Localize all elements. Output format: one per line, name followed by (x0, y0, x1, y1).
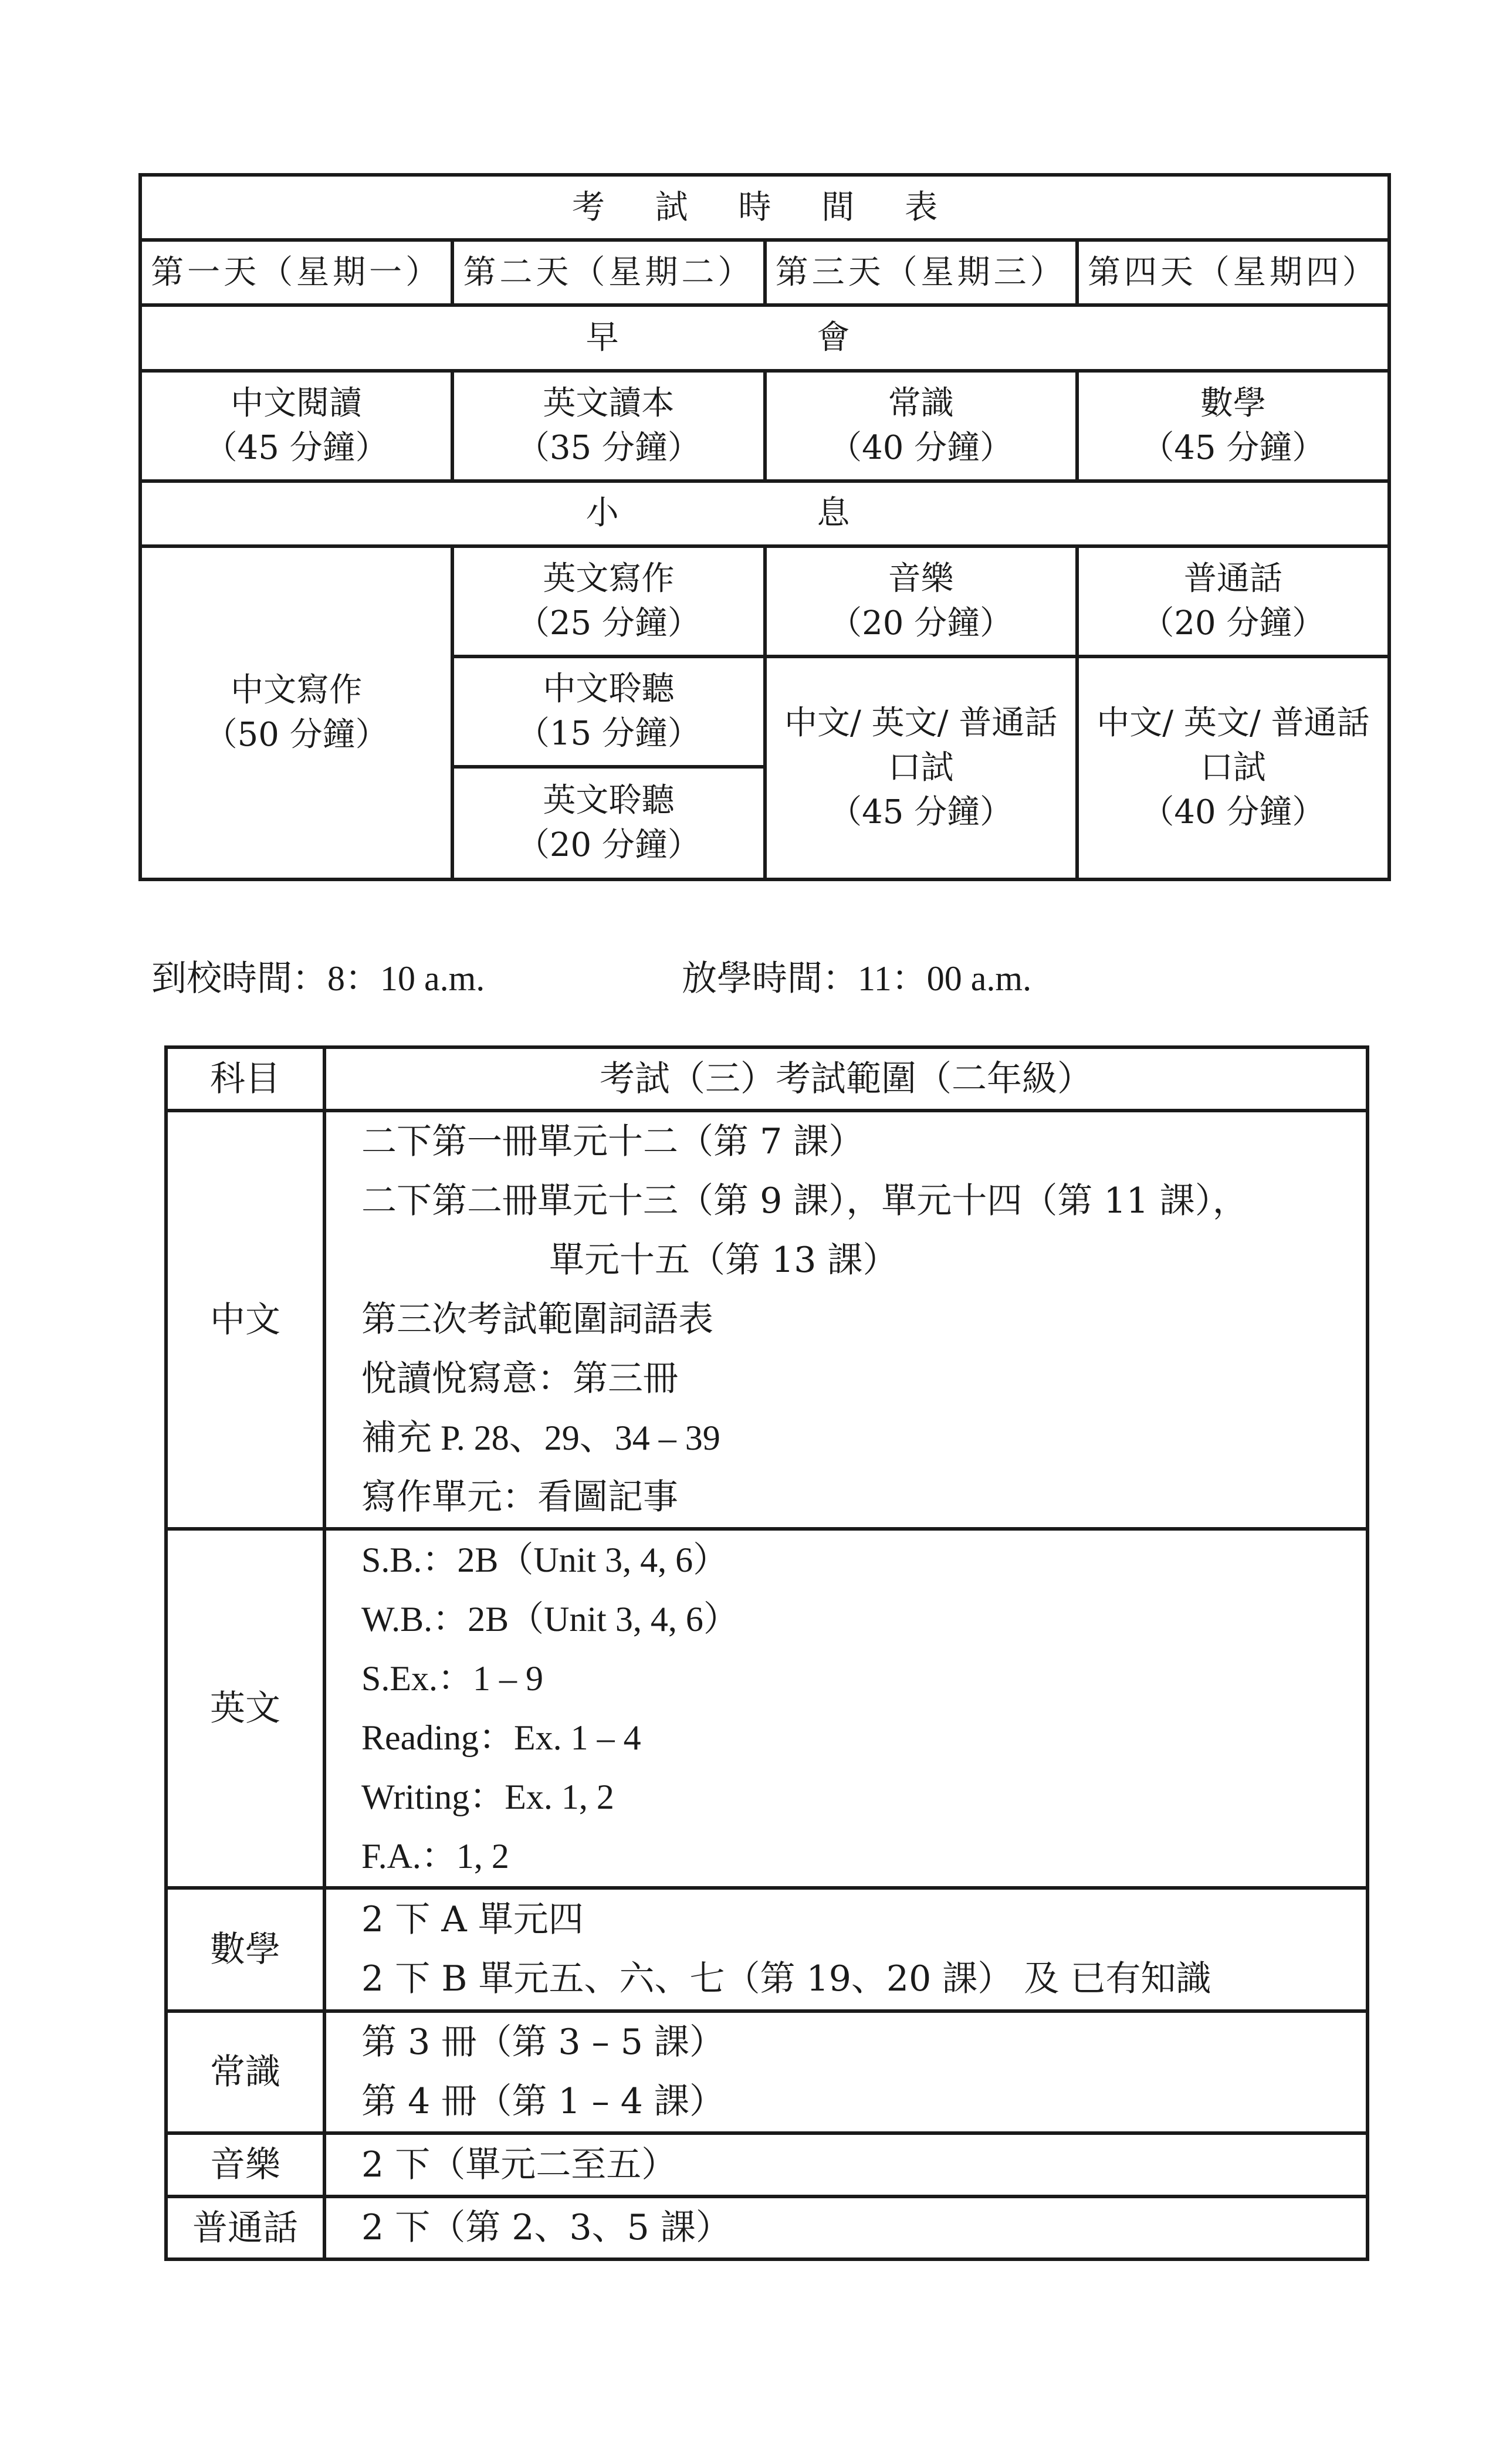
scope-line: 第 4 冊（第 1 – 4 課） (361, 2081, 725, 2122)
day-4-putonghua (1077, 546, 1389, 656)
exam-name: 英文聆聽 (543, 781, 675, 820)
exam-name: 中文閱讀 (231, 384, 363, 422)
subject-english: 英文 (166, 1529, 324, 1888)
break-row: 小 息 (140, 481, 1389, 546)
scope-line: 補充 P. 28、29、34 – 39 (361, 1419, 720, 1457)
subject-math: 數學 (166, 1888, 324, 2011)
day-3-music (765, 546, 1077, 656)
day-2-english-writing (452, 546, 764, 656)
day-3-session-1 (765, 371, 1077, 481)
putonghua-scope (324, 2196, 1368, 2259)
exam-name: 中文/ 英文/ 普通話 (784, 703, 1058, 742)
chinese-scope (324, 1111, 1368, 1529)
exam-duration: （25 分鐘） (516, 604, 700, 642)
scope-line: S.B.：2B（Unit 3, 4, 6） (361, 1541, 729, 1579)
scope-line: 二下第一冊單元十二（第 7 課） (361, 1121, 864, 1162)
day-2-chinese-listening (452, 656, 764, 767)
exam-name: 普通話 (1183, 559, 1282, 598)
scope-line: 寫作單元：看圖記事 (361, 1477, 678, 1518)
day-2-header: 第二天（星期二） (452, 240, 764, 305)
day-1-session-2 (140, 546, 452, 879)
timetable-title: 考 試 時 間 表 (140, 175, 1389, 240)
exam-duration: （15 分鐘） (516, 714, 700, 753)
scope-line: 第三次考試範圍詞語表 (361, 1299, 713, 1340)
exam-name: 中文聆聽 (543, 669, 675, 708)
exam-duration: （20 分鐘） (1141, 604, 1325, 642)
subject-general-studies: 常識 (166, 2011, 324, 2133)
exam-name: 音樂 (888, 559, 954, 598)
scope-line: 2 下 A 單元四 (361, 1899, 584, 1940)
exam-duration: （40 分鐘） (829, 428, 1013, 467)
exam-duration: （50 分鐘） (204, 715, 388, 754)
exam-sub: 口試 (888, 748, 954, 787)
exam-name: 中文/ 英文/ 普通話 (1096, 703, 1370, 742)
exam-timetable (138, 173, 1391, 881)
arrival-time: 到校時間：8：10 a.m. (151, 959, 485, 998)
header-scope: 考試（三）考試範圍（二年級） (324, 1047, 1368, 1111)
day-2-session-1 (452, 371, 764, 481)
dismissal-time: 放學時間：11：00 a.m. (682, 959, 1032, 998)
exam-duration: （45 分鐘） (829, 793, 1013, 831)
day-4-session-1 (1077, 371, 1389, 481)
day-3-header: 第三天（星期三） (765, 240, 1077, 305)
scope-line: Reading：Ex. 1 – 4 (361, 1718, 641, 1757)
day-4-header: 第四天（星期四） (1077, 240, 1389, 305)
exam-name: 英文讀本 (543, 384, 675, 422)
math-scope (324, 1888, 1368, 2011)
music-scope (324, 2133, 1368, 2196)
day-3-oral-exam (765, 656, 1077, 879)
subject-putonghua: 普通話 (166, 2196, 324, 2259)
exam-duration: （45 分鐘） (1141, 428, 1325, 467)
subject-music: 音樂 (166, 2133, 324, 2196)
scope-line: 2 下 B 單元五、六、七（第 19、20 課） 及 已有知識 (361, 1958, 1211, 1999)
exam-duration: （20 分鐘） (829, 604, 1013, 642)
exam-duration: （20 分鐘） (516, 825, 700, 864)
exam-name: 英文寫作 (543, 559, 675, 598)
scope-line: W.B.：2B（Unit 3, 4, 6） (361, 1600, 739, 1639)
day-1-session-1 (140, 371, 452, 481)
exam-scope-table (164, 1045, 1369, 2261)
assembly-row: 早 會 (140, 305, 1389, 370)
scope-line: F.A.：1, 2 (361, 1837, 509, 1876)
scope-line: 二下第二冊單元十三（第 9 課），單元十四（第 11 課）， (361, 1180, 1248, 1221)
scope-line: 悅讀悅寫意：第三冊 (361, 1358, 678, 1399)
exam-sub: 口試 (1200, 748, 1266, 787)
subject-chinese: 中文 (166, 1111, 324, 1529)
english-scope (324, 1529, 1368, 1888)
header-subject: 科目 (166, 1047, 324, 1111)
scope-line: S.Ex.：1 – 9 (361, 1659, 544, 1698)
scope-line: 2 下（單元二至五） (361, 2144, 677, 2185)
exam-name: 中文寫作 (231, 671, 363, 709)
scope-line: 單元十五（第 13 課） (549, 1240, 898, 1281)
scope-line: 2 下（第 2、3、5 課） (361, 2207, 731, 2248)
exam-duration: （35 分鐘） (516, 428, 700, 467)
day-2-english-listening (452, 767, 764, 879)
exam-duration: （45 分鐘） (204, 428, 388, 467)
exam-duration: （40 分鐘） (1141, 793, 1325, 831)
day-4-oral-exam (1077, 656, 1389, 879)
scope-line: 第 3 冊（第 3 – 5 課） (361, 2022, 725, 2063)
exam-name: 常識 (888, 384, 954, 422)
day-1-header: 第一天（星期一） (140, 240, 452, 305)
general-studies-scope (324, 2011, 1368, 2133)
scope-line: Writing：Ex. 1, 2 (361, 1778, 614, 1816)
exam-name: 數學 (1200, 384, 1266, 422)
